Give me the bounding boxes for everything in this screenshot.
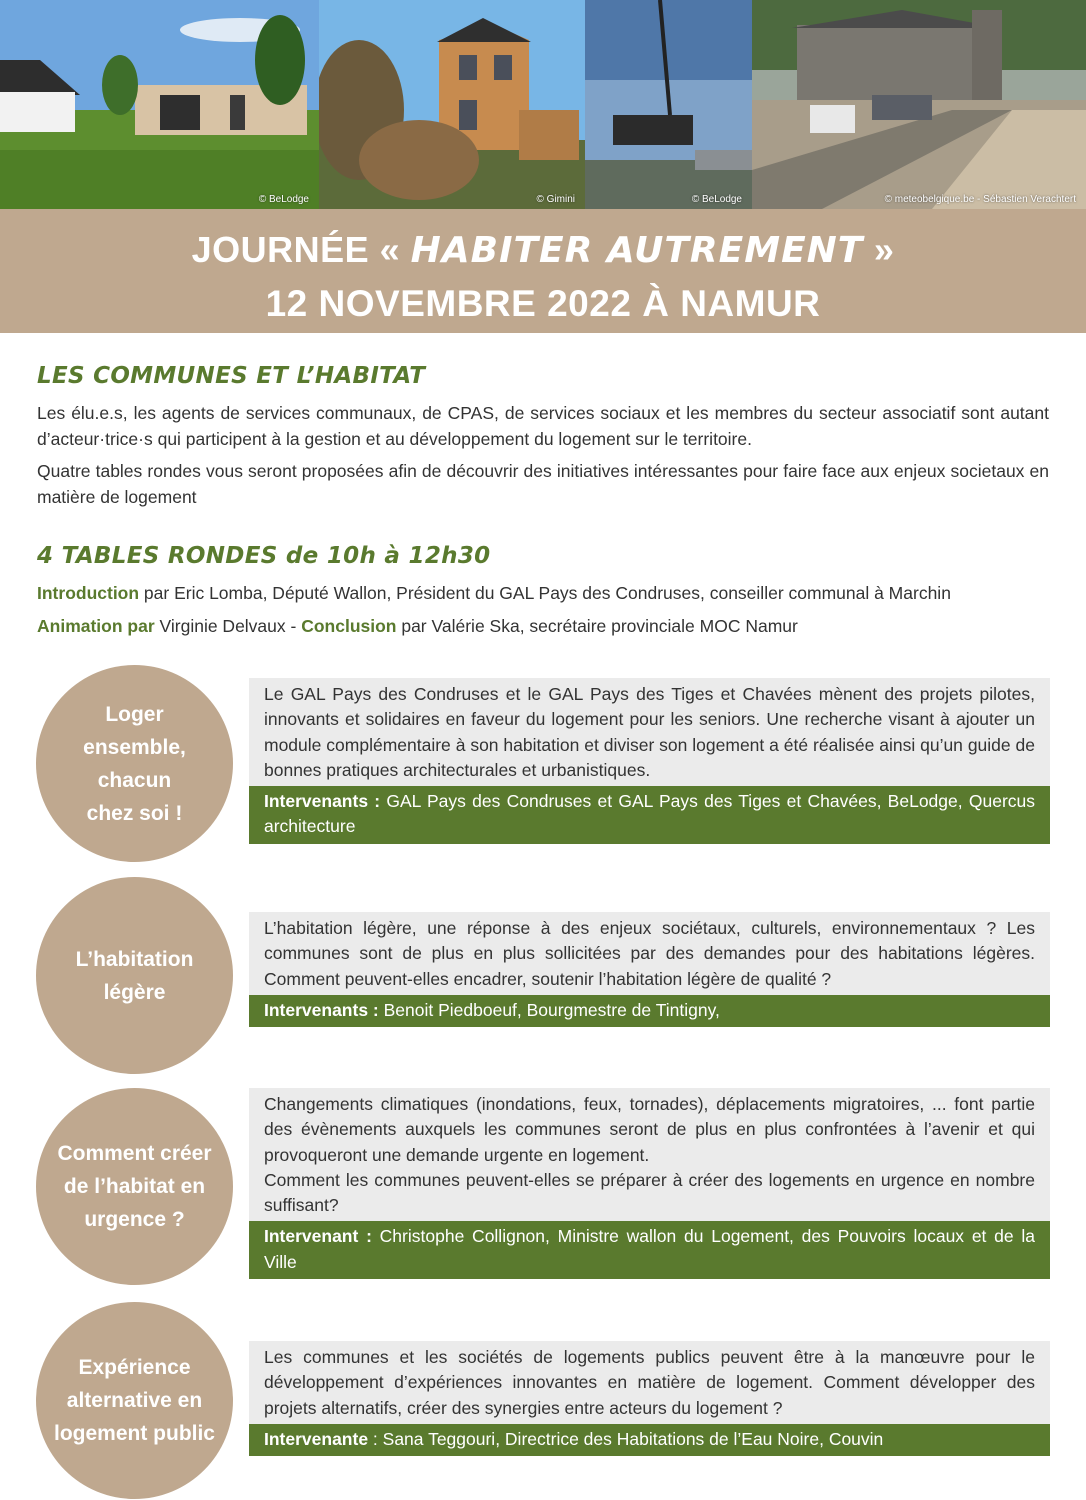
section-heading-tables: 4 TABLES RONDES de 10h à 12h30: [37, 543, 491, 569]
photo-strip: [0, 0, 1086, 209]
table-speakers: [249, 786, 1050, 844]
table-title: Expérience alternative en logement public: [53, 1356, 215, 1445]
speakers-text: GAL Pays des Condruses et GAL Pays des Tiges et Chavées, BeLodge, Quercus architecture: [264, 791, 1036, 837]
description-part-2: Comment les communes peuvent-elles se préparer à créer des logements en urgence en nombre suffisant?: [264, 1169, 1035, 1216]
table-description: Les communes et les sociétés de logements publics peuvent être à la manœuvre pour le développement d’expériences innovantes en matière de logement. Comment développer des projets alternatifs, créer des synergies entre acteurs du logement ?: [249, 1341, 1050, 1424]
introduction-label: Introduction: [37, 583, 140, 603]
photo-flooded-street: [752, 0, 1086, 209]
table-circle-habitation-legere: [36, 877, 233, 1074]
table-box-experience-alternative: [249, 1341, 1050, 1456]
photo-crane-module: [585, 0, 752, 209]
speakers-label: Intervenante: [264, 1428, 369, 1449]
speakers-text: : Sana Teggouri, Directrice des Habitations de l’Eau Noire, Couvin: [368, 1428, 884, 1449]
animation-label: Animation par: [37, 616, 155, 636]
section-heading-communes: LES COMMUNES ET L’HABITAT: [37, 363, 426, 389]
title-banner: [0, 209, 1086, 333]
speakers-label: Intervenant :: [264, 1226, 372, 1247]
table-box-habitation-legere: [249, 912, 1050, 1027]
table-description: L’habitation légère, une réponse à des enjeux sociétaux, culturels, environnementaux ? Les communes sont de plus en plus sollicitées par des demandes pour des habitations légères. Comment peuvent-elles encadrer, soutenir l’habitation légère de qualité ?: [249, 912, 1050, 995]
photo-credit: © Gimini: [536, 194, 575, 205]
animation-line: [37, 613, 1057, 639]
table-circle-loger-ensemble: [36, 665, 233, 862]
table-description: Le GAL Pays des Condruses et le GAL Pays des Tiges et Chavées mènent des projets pilotes, innovants et solidaires en faveur du logement pour les seniors. Une recherche visant à ajouter un module complémentaire à son habitation et diviser son logement a été réalisée ainsi qu’un guide de bonnes pratiques architecturales et urbanistiques.: [249, 678, 1050, 786]
speakers-label: Intervenants :: [264, 999, 379, 1020]
table-title: Comment créer de l’habitat en urgence ?: [57, 1142, 212, 1231]
photo-garden-module: [0, 0, 319, 209]
speakers-label: Intervenants :: [264, 791, 381, 812]
title-suffix: »: [863, 229, 895, 270]
table-speakers: [249, 1424, 1050, 1456]
conclusion-label: Conclusion: [301, 616, 397, 636]
event-title: [0, 229, 1086, 271]
table-speakers: [249, 995, 1050, 1027]
table-title: Loger ensemble, chacun chez soi !: [83, 702, 186, 825]
conclusion-text: par Valérie Ska, secrétaire provinciale MOC Namur: [396, 616, 798, 636]
description-part-1: Changements climatiques (inondations, feux, tornades), déplacements migratoires, ... font partie des évènements auxquels les communes seront de plus en plus confrontées à l’avenir et qui provoqueront une demande urgente en logement.: [264, 1094, 1035, 1165]
section-paragraph-2: Quatre tables rondes vous seront proposées afin de découvrir des initiatives intéressantes pour faire face aux enjeux societaux en matière de logement: [37, 461, 1049, 507]
animation-text: Virginie Delvaux -: [154, 616, 302, 636]
speakers-text: Christophe Collignon, Ministre wallon du Logement, des Pouvoirs locaux et de la Ville: [264, 1226, 1035, 1272]
photo-credit: © BeLodge: [691, 194, 742, 205]
photo-credit: © meteobelgique.be - Sébastien Verachtert: [884, 194, 1076, 205]
table-box-loger-ensemble: [249, 678, 1050, 844]
table-description: [249, 1088, 1050, 1221]
table-speakers: [249, 1221, 1050, 1279]
table-circle-habitat-urgence: [36, 1088, 233, 1285]
table-title: L’habitation légère: [75, 947, 194, 1004]
photo-credit: © BeLodge: [258, 194, 309, 205]
table-box-habitat-urgence: [249, 1088, 1050, 1279]
introduction-line: [37, 580, 1057, 606]
title-highlight: HABITER AUTREMENT: [410, 230, 864, 271]
section-paragraph-1: Les élu.e.s, les agents de services communaux, de CPAS, de services sociaux et les membres du secteur associatif sont autant d’acteur·trice·s qui participent à la gestion et au développement du logement sur le territoire.: [37, 403, 1049, 449]
speakers-text: Benoit Piedboeuf, Bourgmestre de Tintigny,: [378, 999, 720, 1020]
table-circle-experience-alternative: [36, 1302, 233, 1499]
event-date: 12 NOVEMBRE 2022 À NAMUR: [265, 283, 821, 324]
introduction-text: par Eric Lomba, Député Wallon, Président du GAL Pays des Condruses, conseiller communal à Marchin: [139, 583, 951, 603]
photo-wooden-tower: [319, 0, 585, 209]
title-prefix: JOURNÉE «: [191, 229, 411, 270]
